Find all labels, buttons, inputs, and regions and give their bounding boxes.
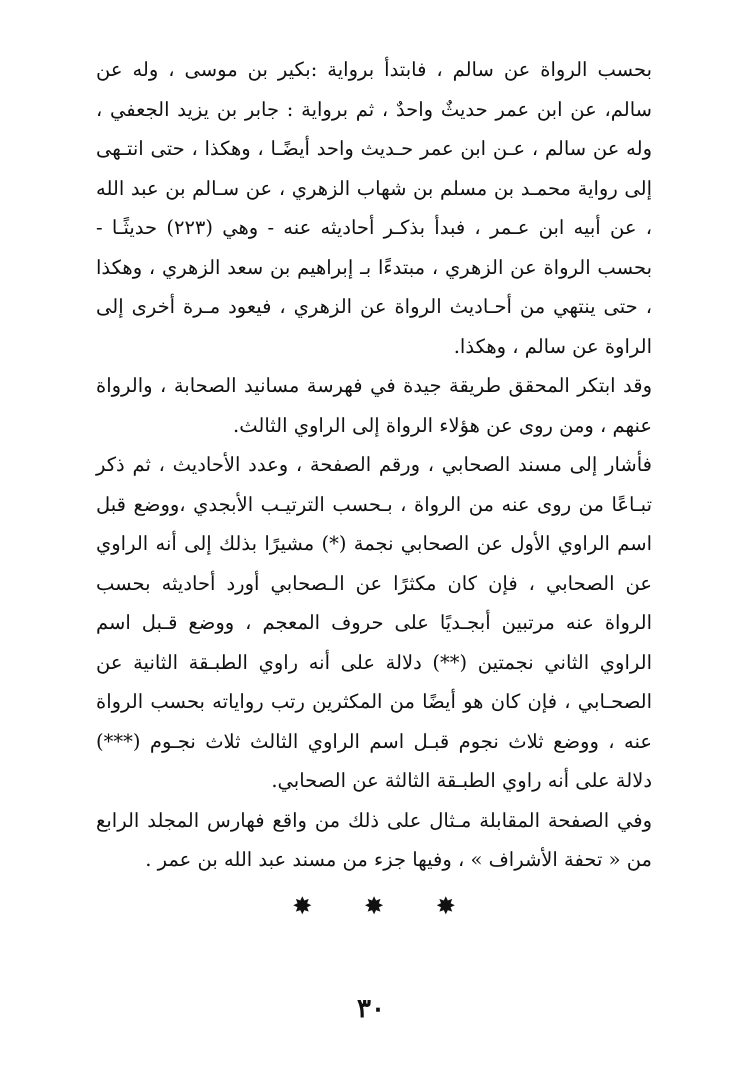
star-icon: ✸ bbox=[292, 891, 313, 920]
paragraph-4: وفي الصفحة المقابلة مـثال على ذلك من واقع فهارس المجلد الرابع من « تحفة الأشراف » ، وفيها جزء من مسند عبد الله بن عمر . bbox=[96, 808, 652, 871]
star-icon: ✸ bbox=[435, 891, 456, 920]
paragraph-3: فأشار إلى مسند الصحابي ، ورقم الصفحة ، وعدد الأحاديث ، ثم ذكر تبـاعًا من روى عنه من الرواة ، بـحسب الترتيـب الأبجدي ،ووضع قبل اسم الراوي الأول عن الصحابي نجمة (*) مشيرًا بذلك إلى أنه الراوي عن الصحابي ، فإن كان مكثرًا عن الـصحابي أورد أحاديثه بحسب الرواة عنه مرتبين أبجـديًا على حروف المعجم ، ووضع قـبل اسم الراوي الثاني نجمتين (**) دلالة على أنه راوي الطبـقة الثانية عن الصحـابي ، فإن كان هو أيضًا من المكثرين رتب رواياته بحسب الرواة عنه ، ووضع ثلاث نجوم قبـل اسم الراوي الثالث ثلاث نجـوم (***) دلالة على أنه راوي الطبـقة الثالثة عن الصحابي. bbox=[96, 453, 652, 792]
paragraph-1: بحسب الرواة عن سالم ، فابتدأ برواية :بكير بن موسى ، وله عن سالم، عن ابن عمر حديثٌ واحدٌ ، ثم برواية : جابر بن يزيد الجعفي ، وله عن سالم ، عـن ابن عمر حـديث واحد أيضًـا ، وهكذا ، حتى انتـهى إلى رواية محمـد بن مسلم بن شهاب الزهري ، عن سـالم بن عبد الله ، عن أبيه ابن عـمر ، فبدأ بذكـر أحاديثه عنه - وهي (٢٢٣) حديثًـا - بحسب الرواة عن الزهري ، مبتدءًا بـ إبراهيم بن سعد الزهري ، وهكذا ، حتى ينتهي من أحـاديث الرواة عن الزهري ، فيعود مـرة أخرى إلى الراوة عن سالم ، وهكذا. bbox=[96, 58, 652, 358]
paragraph-2: وقد ابتكر المحقق طريقة جيدة في فهرسة مسانيد الصحابة ، والرواة عنهم ، ومن روى عن هؤلاء الرواة إلى الراوي الثالث. bbox=[96, 374, 652, 437]
star-icon: ✸ bbox=[363, 891, 385, 920]
page-body bbox=[96, 50, 652, 920]
page-number: ٣٠ bbox=[357, 994, 385, 1024]
section-separator bbox=[96, 892, 652, 920]
